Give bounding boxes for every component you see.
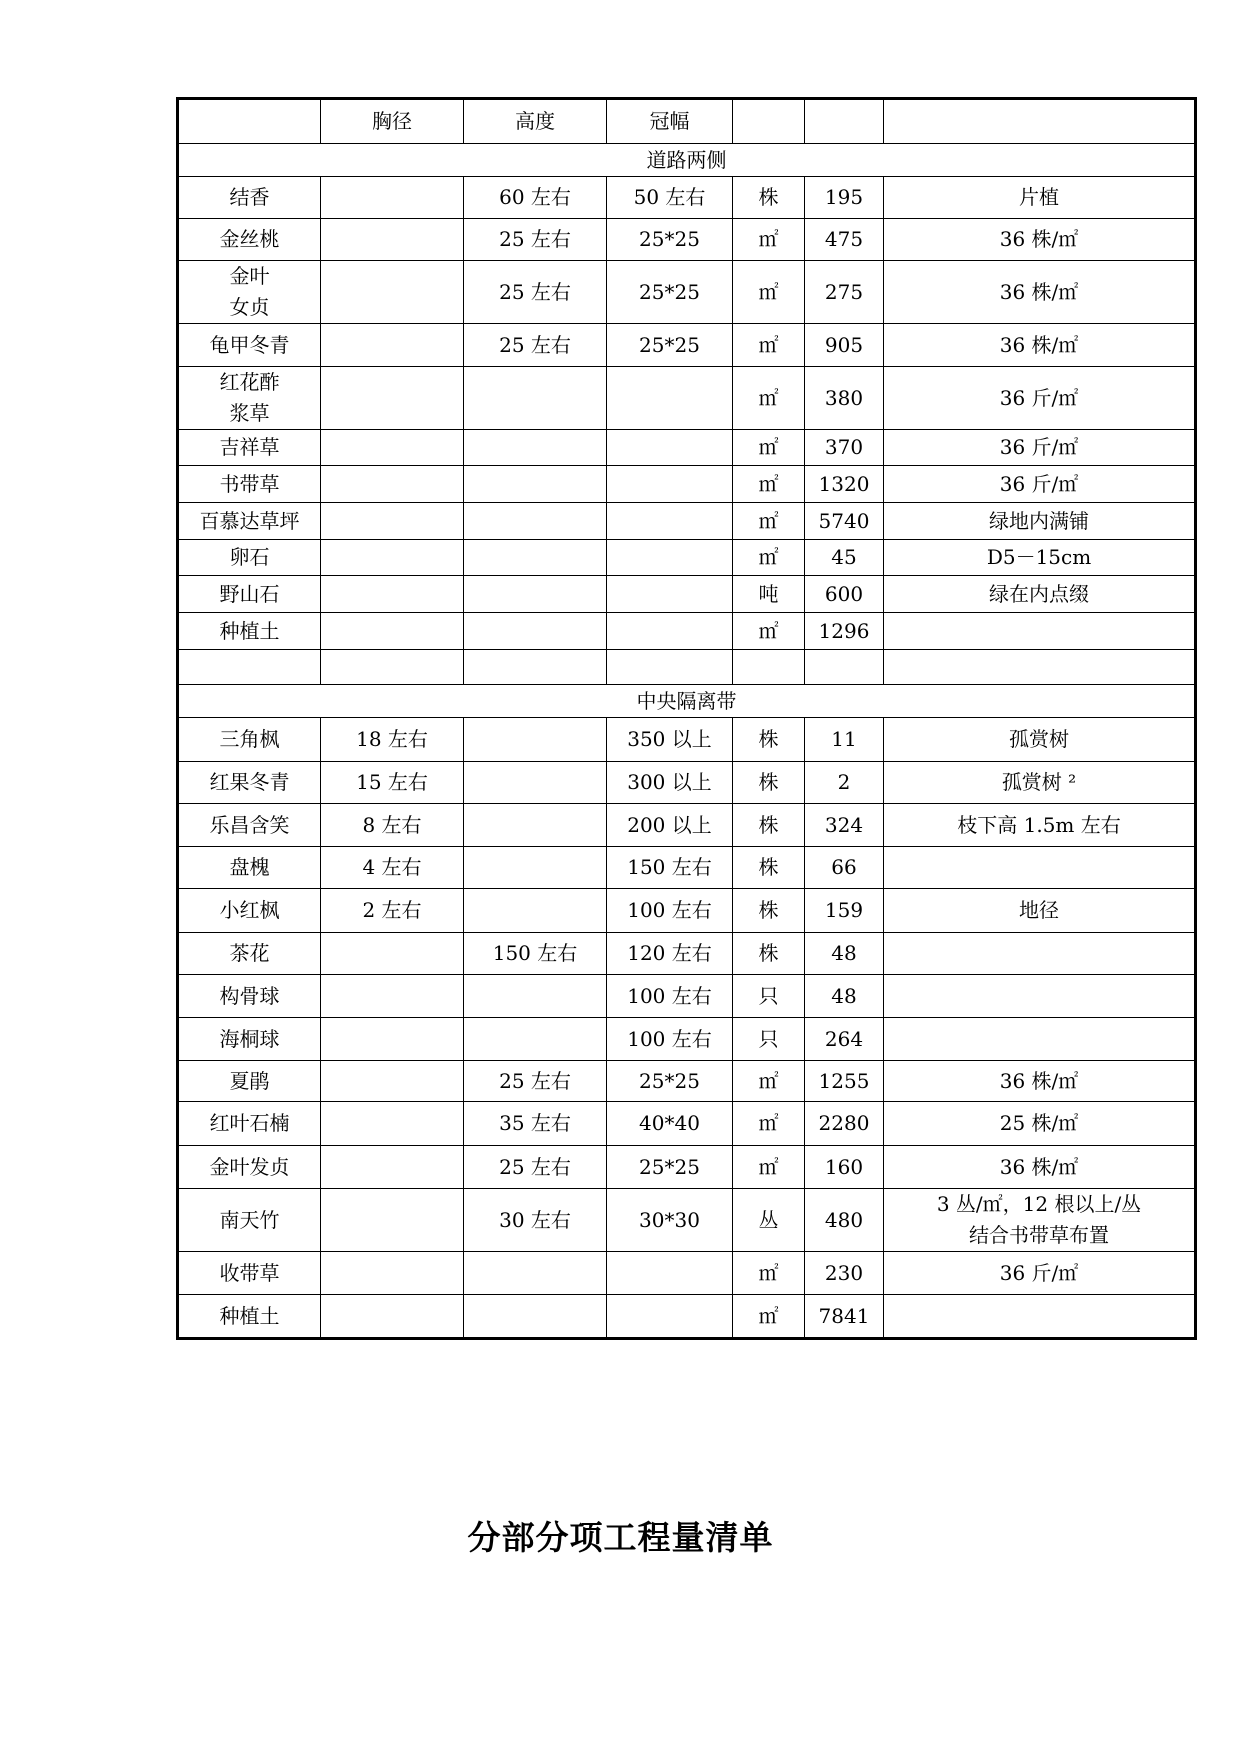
- table-row: [178, 1146, 1196, 1189]
- note-cell: 枝下高 1.5m 左右: [884, 804, 1196, 847]
- quantity-cell: 66: [805, 847, 884, 889]
- diameter-cell: [321, 1061, 464, 1102]
- crown-cell: 200 以上: [607, 804, 733, 847]
- plant-name-cell: 南天竹: [178, 1189, 321, 1252]
- plant-name-cell: 小红枫: [178, 889, 321, 933]
- unit-cell: 丛: [733, 1189, 805, 1252]
- plant-name-cell: 盘槐: [178, 847, 321, 889]
- quantity-cell: 45: [805, 540, 884, 576]
- unit-cell: 株: [733, 889, 805, 933]
- diameter-cell: [321, 503, 464, 540]
- note-cell: 36 株/㎡: [884, 219, 1196, 261]
- quantity-cell: 275: [805, 261, 884, 324]
- crown-cell: 25*25: [607, 219, 733, 261]
- table-row: [178, 540, 1196, 576]
- unit-cell: 株: [733, 933, 805, 975]
- crown-cell: 150 左右: [607, 847, 733, 889]
- table-row: [178, 889, 1196, 933]
- quantity-cell: 1320: [805, 466, 884, 503]
- header-cell: 高度: [464, 99, 607, 144]
- table-row: [178, 1252, 1196, 1295]
- crown-cell: 300 以上: [607, 762, 733, 804]
- crown-cell: [607, 466, 733, 503]
- table-row: [178, 503, 1196, 540]
- note-cell: 25 株/㎡: [884, 1102, 1196, 1146]
- crown-cell: 100 左右: [607, 975, 733, 1018]
- plant-name-cell: [178, 650, 321, 685]
- height-cell: [464, 718, 607, 762]
- unit-cell: [733, 650, 805, 685]
- note-cell: 孤赏树 ²: [884, 762, 1196, 804]
- plant-name-cell: 茶花: [178, 933, 321, 975]
- note-cell: 36 株/㎡: [884, 324, 1196, 367]
- height-cell: [464, 889, 607, 933]
- plant-name-cell: 红叶石楠: [178, 1102, 321, 1146]
- quantity-cell: 160: [805, 1146, 884, 1189]
- header-row: [178, 99, 1196, 144]
- unit-cell: 株: [733, 804, 805, 847]
- height-cell: [464, 762, 607, 804]
- plant-name-cell: 金叶 女贞: [178, 261, 321, 324]
- crown-cell: 30*30: [607, 1189, 733, 1252]
- diameter-cell: [321, 540, 464, 576]
- note-cell: 36 株/㎡: [884, 1146, 1196, 1189]
- unit-cell: ㎡: [733, 540, 805, 576]
- height-cell: [464, 503, 607, 540]
- quantity-cell: 600: [805, 576, 884, 613]
- unit-cell: ㎡: [733, 1102, 805, 1146]
- quantity-cell: 48: [805, 933, 884, 975]
- unit-cell: ㎡: [733, 613, 805, 650]
- table-row: [178, 1189, 1196, 1252]
- table-row: [178, 466, 1196, 503]
- height-cell: [464, 367, 607, 430]
- crown-cell: [607, 1295, 733, 1339]
- section-title: 中央隔离带: [178, 685, 1196, 718]
- diameter-cell: [321, 430, 464, 466]
- unit-cell: 株: [733, 847, 805, 889]
- plant-name-cell: 种植土: [178, 613, 321, 650]
- crown-cell: 100 左右: [607, 889, 733, 933]
- crown-cell: [607, 613, 733, 650]
- note-cell: 3 丛/㎡，12 根以上/丛 结合书带草布置: [884, 1189, 1196, 1252]
- unit-cell: ㎡: [733, 1061, 805, 1102]
- height-cell: [464, 576, 607, 613]
- table-row: [178, 613, 1196, 650]
- table-row: [178, 1295, 1196, 1339]
- quantity-cell: 230: [805, 1252, 884, 1295]
- quantity-cell: 370: [805, 430, 884, 466]
- quantity-cell: 480: [805, 1189, 884, 1252]
- diameter-cell: [321, 367, 464, 430]
- diameter-cell: [321, 1252, 464, 1295]
- diameter-cell: [321, 1189, 464, 1252]
- diameter-cell: [321, 1018, 464, 1061]
- crown-cell: 25*25: [607, 324, 733, 367]
- height-cell: [464, 1018, 607, 1061]
- table-row: [178, 367, 1196, 430]
- unit-cell: ㎡: [733, 324, 805, 367]
- diameter-cell: [321, 933, 464, 975]
- plant-name-cell: 三角枫: [178, 718, 321, 762]
- quantity-cell: 1296: [805, 613, 884, 650]
- note-cell: 绿地内满铺: [884, 503, 1196, 540]
- height-cell: 25 左右: [464, 219, 607, 261]
- note-cell: 36 斤/㎡: [884, 466, 1196, 503]
- header-cell: [884, 99, 1196, 144]
- diameter-cell: [321, 650, 464, 685]
- table-row: [178, 847, 1196, 889]
- plant-name-cell: 构骨球: [178, 975, 321, 1018]
- diameter-cell: [321, 1146, 464, 1189]
- note-cell: 绿在内点缀: [884, 576, 1196, 613]
- unit-cell: ㎡: [733, 219, 805, 261]
- note-cell: [884, 650, 1196, 685]
- height-cell: 25 左右: [464, 261, 607, 324]
- quantity-cell: 264: [805, 1018, 884, 1061]
- note-cell: [884, 1018, 1196, 1061]
- height-cell: 25 左右: [464, 1061, 607, 1102]
- crown-cell: 25*25: [607, 1146, 733, 1189]
- section-title: 道路两侧: [178, 144, 1196, 177]
- diameter-cell: 2 左右: [321, 889, 464, 933]
- diameter-cell: [321, 1295, 464, 1339]
- document-title: 分部分项工程量清单: [467, 1518, 774, 1557]
- crown-cell: [607, 430, 733, 466]
- height-cell: [464, 1252, 607, 1295]
- crown-cell: 100 左右: [607, 1018, 733, 1061]
- plant-name-cell: 龟甲冬青: [178, 324, 321, 367]
- plant-name-cell: 乐昌含笑: [178, 804, 321, 847]
- height-cell: 60 左右: [464, 177, 607, 219]
- table-row: [178, 1018, 1196, 1061]
- note-cell: 36 株/㎡: [884, 261, 1196, 324]
- plant-name-cell: 收带草: [178, 1252, 321, 1295]
- height-cell: [464, 650, 607, 685]
- quantity-cell: 475: [805, 219, 884, 261]
- unit-cell: 株: [733, 718, 805, 762]
- unit-cell: ㎡: [733, 1146, 805, 1189]
- unit-cell: ㎡: [733, 466, 805, 503]
- header-cell: [805, 99, 884, 144]
- unit-cell: ㎡: [733, 261, 805, 324]
- table-row: [178, 1102, 1196, 1146]
- crown-cell: [607, 650, 733, 685]
- plant-name-cell: 海桐球: [178, 1018, 321, 1061]
- note-cell: [884, 975, 1196, 1018]
- unit-cell: ㎡: [733, 1252, 805, 1295]
- table-row: [178, 1061, 1196, 1102]
- height-cell: 35 左右: [464, 1102, 607, 1146]
- header-cell: 胸径: [321, 99, 464, 144]
- table-row: [178, 177, 1196, 219]
- quantity-cell: [805, 650, 884, 685]
- crown-cell: 120 左右: [607, 933, 733, 975]
- note-cell: 片植: [884, 177, 1196, 219]
- plant-name-cell: 书带草: [178, 466, 321, 503]
- header-cell: [178, 99, 321, 144]
- plant-name-cell: 金丝桃: [178, 219, 321, 261]
- table-row: [178, 762, 1196, 804]
- table-row: [178, 650, 1196, 685]
- crown-cell: [607, 540, 733, 576]
- diameter-cell: [321, 613, 464, 650]
- unit-cell: 只: [733, 1018, 805, 1061]
- diameter-cell: [321, 177, 464, 219]
- note-cell: 36 株/㎡: [884, 1061, 1196, 1102]
- quantity-cell: 2280: [805, 1102, 884, 1146]
- table-body: [178, 99, 1196, 1339]
- table-row: [178, 219, 1196, 261]
- plant-name-cell: 卵石: [178, 540, 321, 576]
- plant-name-cell: 种植土: [178, 1295, 321, 1339]
- plant-name-cell: 红果冬青: [178, 762, 321, 804]
- table-row: [178, 324, 1196, 367]
- crown-cell: [607, 503, 733, 540]
- table-row: [178, 430, 1196, 466]
- crown-cell: 50 左右: [607, 177, 733, 219]
- height-cell: [464, 1295, 607, 1339]
- crown-cell: 25*25: [607, 261, 733, 324]
- height-cell: [464, 466, 607, 503]
- crown-cell: [607, 576, 733, 613]
- diameter-cell: [321, 1102, 464, 1146]
- height-cell: [464, 430, 607, 466]
- unit-cell: 吨: [733, 576, 805, 613]
- table-row: [178, 933, 1196, 975]
- plant-name-cell: 野山石: [178, 576, 321, 613]
- diameter-cell: [321, 466, 464, 503]
- table-row: [178, 804, 1196, 847]
- table-row: [178, 975, 1196, 1018]
- diameter-cell: [321, 261, 464, 324]
- unit-cell: ㎡: [733, 430, 805, 466]
- crown-cell: 25*25: [607, 1061, 733, 1102]
- diameter-cell: [321, 219, 464, 261]
- plant-name-cell: 金叶发贞: [178, 1146, 321, 1189]
- diameter-cell: 8 左右: [321, 804, 464, 847]
- diameter-cell: 18 左右: [321, 718, 464, 762]
- note-cell: 36 斤/㎡: [884, 367, 1196, 430]
- header-cell: 冠幅: [607, 99, 733, 144]
- quantity-cell: 5740: [805, 503, 884, 540]
- note-cell: [884, 613, 1196, 650]
- section-title-row: [178, 144, 1196, 177]
- note-cell: 36 斤/㎡: [884, 1252, 1196, 1295]
- table-row: [178, 576, 1196, 613]
- table-row: [178, 261, 1196, 324]
- height-cell: 25 左右: [464, 1146, 607, 1189]
- height-cell: [464, 613, 607, 650]
- height-cell: [464, 847, 607, 889]
- quantity-cell: 48: [805, 975, 884, 1018]
- diameter-cell: 15 左右: [321, 762, 464, 804]
- unit-cell: ㎡: [733, 503, 805, 540]
- plant-name-cell: 百慕达草坪: [178, 503, 321, 540]
- unit-cell: ㎡: [733, 1295, 805, 1339]
- unit-cell: 株: [733, 177, 805, 219]
- crown-cell: [607, 1252, 733, 1295]
- unit-cell: 株: [733, 762, 805, 804]
- crown-cell: [607, 367, 733, 430]
- height-cell: 25 左右: [464, 324, 607, 367]
- diameter-cell: 4 左右: [321, 847, 464, 889]
- plant-name-cell: 红花酢 浆草: [178, 367, 321, 430]
- quantity-cell: 159: [805, 889, 884, 933]
- crown-cell: 350 以上: [607, 718, 733, 762]
- quantity-cell: 1255: [805, 1061, 884, 1102]
- table-row: [178, 718, 1196, 762]
- quantity-cell: 7841: [805, 1295, 884, 1339]
- note-cell: D5－15cm: [884, 540, 1196, 576]
- height-cell: 30 左右: [464, 1189, 607, 1252]
- quantity-cell: 11: [805, 718, 884, 762]
- diameter-cell: [321, 576, 464, 613]
- quantity-cell: 905: [805, 324, 884, 367]
- quantity-cell: 2: [805, 762, 884, 804]
- plant-name-cell: 吉祥草: [178, 430, 321, 466]
- height-cell: [464, 540, 607, 576]
- quantity-cell: 195: [805, 177, 884, 219]
- plant-name-cell: 结香: [178, 177, 321, 219]
- plant-name-cell: 夏鹃: [178, 1061, 321, 1102]
- note-cell: 地径: [884, 889, 1196, 933]
- height-cell: [464, 975, 607, 1018]
- note-cell: 36 斤/㎡: [884, 430, 1196, 466]
- note-cell: [884, 847, 1196, 889]
- section-title-row: [178, 685, 1196, 718]
- unit-cell: 只: [733, 975, 805, 1018]
- crown-cell: 40*40: [607, 1102, 733, 1146]
- height-cell: [464, 804, 607, 847]
- unit-cell: ㎡: [733, 367, 805, 430]
- height-cell: 150 左右: [464, 933, 607, 975]
- quantity-cell: 380: [805, 367, 884, 430]
- diameter-cell: [321, 975, 464, 1018]
- header-cell: [733, 99, 805, 144]
- note-cell: [884, 933, 1196, 975]
- diameter-cell: [321, 324, 464, 367]
- note-cell: [884, 1295, 1196, 1339]
- note-cell: 孤赏树: [884, 718, 1196, 762]
- plant-schedule-table: [176, 97, 1197, 1340]
- quantity-cell: 324: [805, 804, 884, 847]
